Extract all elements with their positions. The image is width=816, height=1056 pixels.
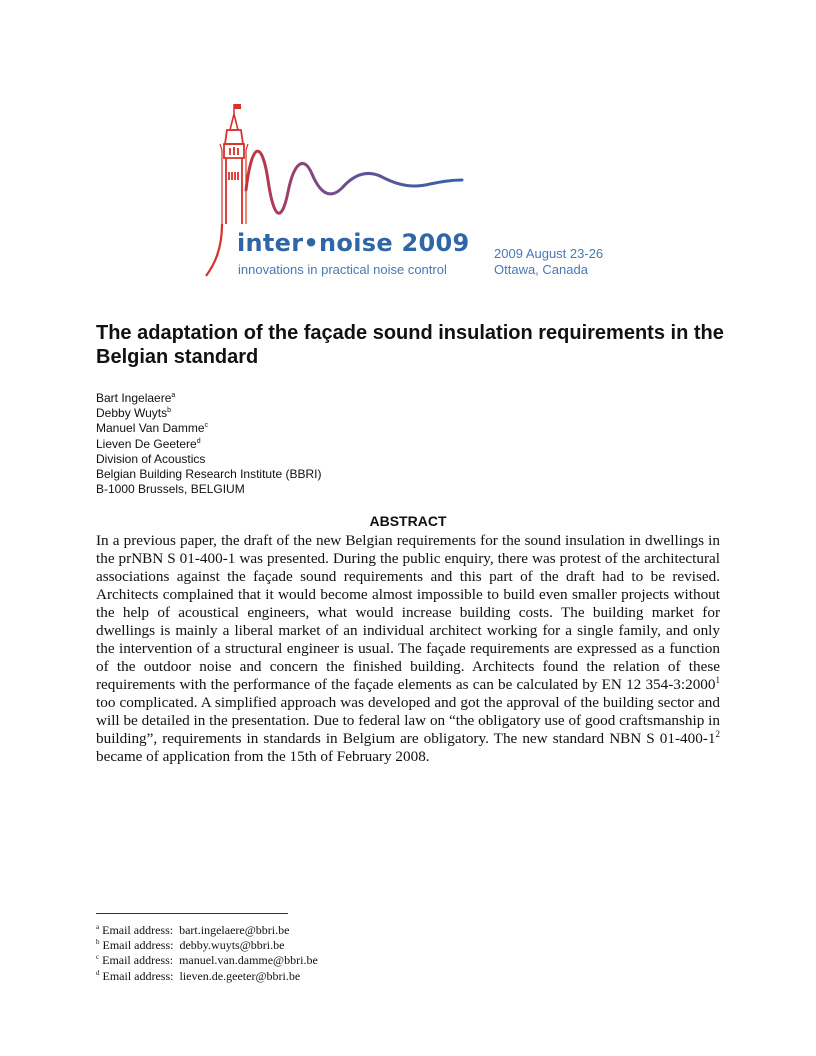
footnote: $^a$ Email address: bart.ingelaere@bbri.be — [96, 923, 290, 937]
conference-location: Ottawa, Canada — [494, 262, 588, 277]
conference-name: inter•noise 2009 — [237, 229, 470, 257]
author-line: Manuel Van Damme$^c$ — [96, 421, 208, 436]
email-link[interactable]: manuel.van.damme@bbri.be — [179, 953, 318, 968]
author-line: Lieven De Geetere$^d$ — [96, 436, 201, 451]
email-link[interactable]: bart.ingelaere@bbri.be — [179, 923, 290, 937]
conference-tagline: innovations in practical noise control — [238, 262, 447, 277]
author-line: Debby Wuyts$^b$ — [96, 406, 172, 421]
author-block — [96, 391, 321, 497]
footnote: $^c$ Email address: manuel.van.damme@bbri.be — [96, 953, 318, 968]
author-line: Bart Ingelaere$^a$ — [96, 391, 176, 405]
abstract-heading: ABSTRACT — [369, 513, 447, 529]
sound-wave-icon — [246, 151, 462, 213]
footnotes — [96, 923, 318, 984]
footnote-divider — [96, 913, 288, 914]
affiliation-division: Division of Acoustics — [96, 451, 206, 466]
email-link[interactable]: lieven.de.geeter@bbri.be — [179, 968, 301, 983]
affiliation-institute: Belgian Building Research Institute (BBRI) — [96, 467, 322, 482]
abstract-text: In a previous paper, the draft of the new Belgian requirements for the sound insulation in dwellings in the prNBN S 01-400-1 was presented. During the public enquiry, there was protest of the architectural associations against the façade sound requirements and this part of the draft had to be revised. Architects complained that it would become almost impossible to build even smaller projects without the help of acoustical engineers, what would increase building costs. The building market for dwellings is mainly a liberal market of an individual architect working for a single family, and only the intervention of a structural engineer is usual. The façade requirements are expressed as a function of the outdoor noise and concern the finished building. Architects found the relation of these requirements with the performance of the façade elements as can be calculated by EN 12 354-3:2000$^1$ too complicated. A simplified approach was developed and got the approval of the building sector and will be detailed in the presentation. Due to federal law on “the obligatory use of good craftsmanship in building”, requirements in standards in Belgium are obligatory. The new standard NBN S $01-400-1^2$ became of application from the 15th of February 2008. — [96, 532, 720, 765]
conference-date: 2009 August 23-26 — [494, 246, 604, 261]
affiliation-address: B-1000 Brussels, BELGIUM — [96, 482, 245, 497]
email-link[interactable]: debby.wuyts@bbri.be — [179, 938, 285, 953]
citation-ref: 1 — [715, 674, 720, 685]
tower-spire-icon — [230, 114, 238, 130]
peace-tower-icon — [220, 130, 248, 224]
tower-flag-icon — [234, 104, 241, 114]
paper-title: The adaptation of the façade sound insulation requirements in the Belgian standard — [96, 322, 724, 368]
tower-base-curve-icon — [206, 224, 222, 276]
footnote: $^b$ Email address: debby.wuyts@bbri.be — [96, 938, 285, 953]
citation-ref: 2 — [715, 728, 720, 739]
footnote: $^d$ Email address: lieven.de.geeter@bbri.be — [96, 968, 301, 983]
